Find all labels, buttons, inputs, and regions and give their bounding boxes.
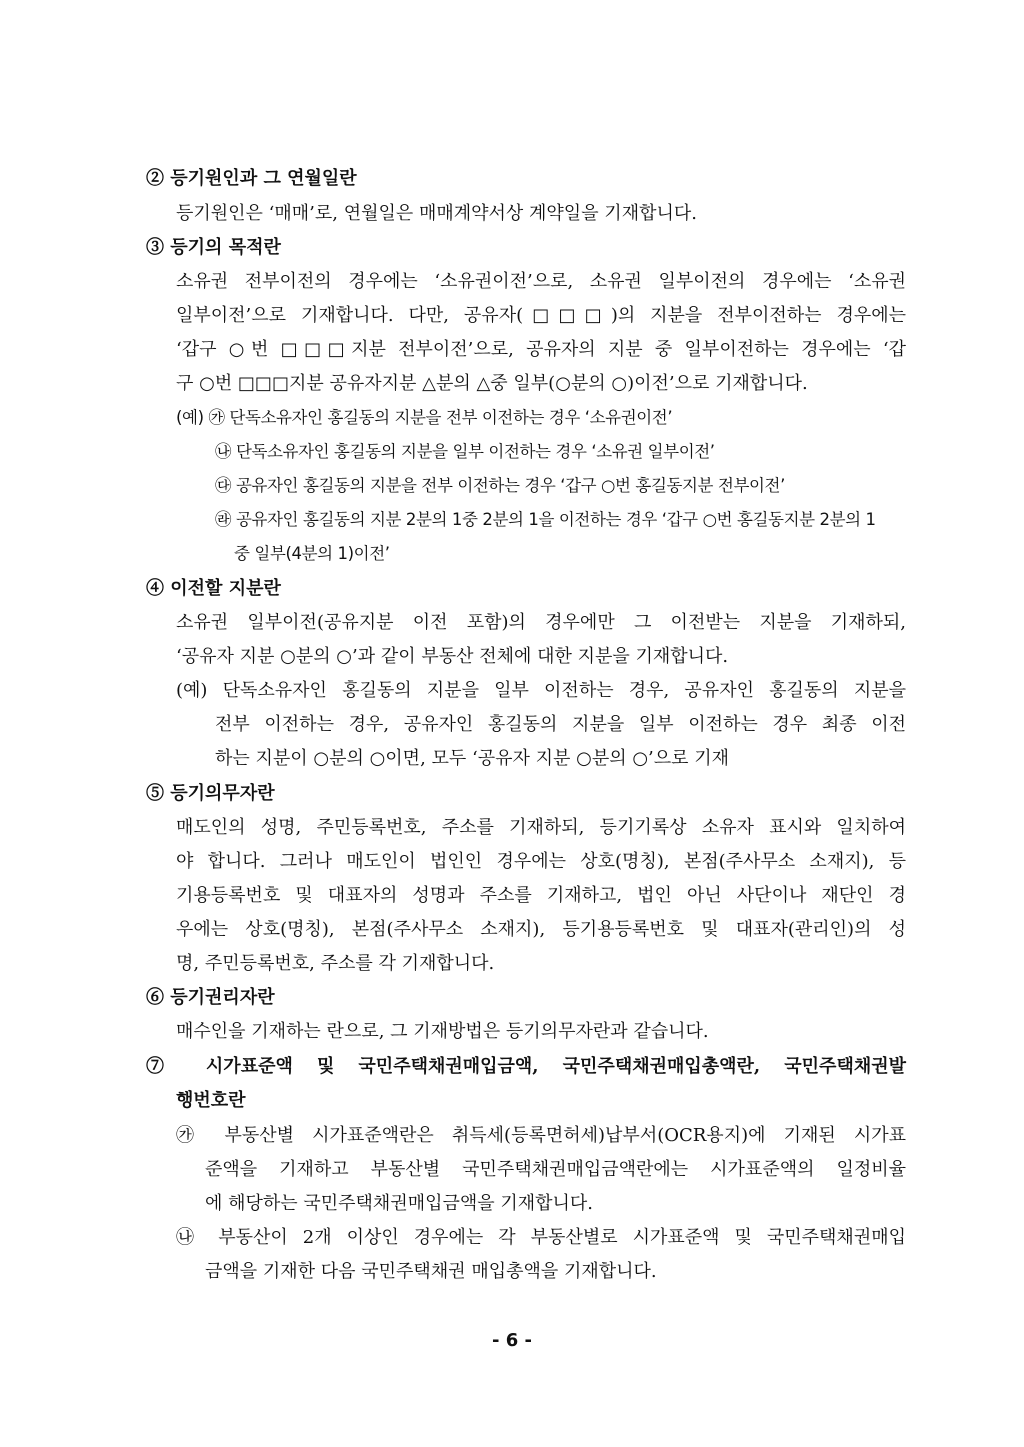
body-line: ㉯ 부동산이 2개 이상인 경우에는 각 부동산별로 시가표준액 및 국민주택채권매입 (176, 1227, 906, 1248)
section-heading-standard-price: ⑦ 시가표준액 및 국민주택채권매입금액, 국민주택채권매입총액란, 국민주택채권발 (146, 1056, 906, 1077)
example-line: ㉱ 공유자인 홍길동의 지분 2분의 1중 2분의 1을 이전하는 경우 ‘갑구 ○번 홍길동지분 2분의 1 (215, 510, 876, 529)
section-heading-registration-purpose: ③ 등기의 목적란 (146, 237, 281, 258)
body-line: 우에는 상호(명칭), 본점(주사무소 소재지), 등기용등록번호 및 대표자(관리인)의 성 (176, 919, 906, 940)
example-line: ㉯ 단독소유자인 홍길동의 지분을 일부 이전하는 경우 ‘소유권 일부이전’ (215, 442, 715, 461)
section-heading-obligor: ⑤ 등기의무자란 (146, 783, 275, 804)
page-number: - 6 - (492, 1330, 532, 1351)
body-line: 소유권 일부이전(공유지분 이전 포함)의 경우에만 그 이전받는 지분을 기재하되, (176, 612, 906, 633)
body-line: 기용등록번호 및 대표자의 성명과 주소를 기재하고, 법인 아닌 사단이나 재단인 경 (176, 885, 906, 906)
example-line: 중 일부(4분의 1)이전’ (234, 544, 390, 563)
section-heading-transfer-share: ④ 이전할 지분란 (146, 578, 281, 599)
body-line: 에 해당하는 국민주택채권매입금액을 기재합니다. (205, 1193, 594, 1214)
body-line: ‘공유자 지분 ○분의 ○’과 같이 부동산 전체에 대한 지분을 기재합니다. (176, 646, 729, 667)
body-line: 등기원인은 ‘매매’로, 연월일은 매매계약서상 계약일을 기재합니다. (176, 203, 697, 224)
body-line: 매도인의 성명, 주민등록번호, 주소를 기재하되, 등기기록상 소유자 표시와 일치하여 (176, 817, 906, 838)
body-line: 야 합니다. 그러나 매도인이 법인인 경우에는 상호(명칭), 본점(주사무소 소재지), 등 (176, 851, 906, 872)
example-line: (예) 단독소유자인 홍길동의 지분을 일부 이전하는 경우, 공유자인 홍길동의 지분을 (176, 680, 906, 701)
body-line: ㉮ 부동산별 시가표준액란은 취득세(등록면허세)납부서(OCR용지)에 기재된 시가표 (176, 1125, 906, 1146)
body-line: 명, 주민등록번호, 주소를 각 기재합니다. (176, 953, 495, 974)
example-line: 전부 이전하는 경우, 공유자인 홍길동의 지분을 일부 이전하는 경우 최종 이전 (215, 714, 906, 735)
example-line: 하는 지분이 ○분의 ○이면, 모두 ‘공유자 지분 ○분의 ○’으로 기재 (215, 748, 730, 769)
example-line: ㉰ 공유자인 홍길동의 지분을 전부 이전하는 경우 ‘갑구 ○번 홍길동지분 전부이전’ (215, 476, 785, 495)
body-line: 준액을 기재하고 부동산별 국민주택채권매입금액란에는 시가표준액의 일정비율 (205, 1159, 906, 1180)
example-line: (예) ㉮ 단독소유자인 홍길동의 지분을 전부 이전하는 경우 ‘소유권이전’ (176, 408, 673, 427)
body-line: ‘갑구 ○번 □□□지분 전부이전’으로, 공유자의 지분 중 일부이전하는 경우에는 ‘갑 (176, 339, 906, 360)
section-heading-obligee: ⑥ 등기권리자란 (146, 987, 275, 1008)
body-line: 일부이전’으로 기재합니다. 다만, 공유자(□□□)의 지분을 전부이전하는 경우에는 (176, 305, 906, 326)
section-heading-continuation: 행번호란 (176, 1090, 246, 1111)
body-line: 매수인을 기재하는 란으로, 그 기재방법은 등기의무자란과 같습니다. (176, 1021, 709, 1042)
section-heading-registration-cause: ② 등기원인과 그 연월일란 (146, 168, 357, 189)
body-line: 소유권 전부이전의 경우에는 ‘소유권이전’으로, 소유권 일부이전의 경우에는 ‘소유권 (176, 271, 906, 292)
body-line: 금액을 기재한 다음 국민주택채권 매입총액을 기재합니다. (205, 1261, 657, 1282)
body-line: 구 ○번 □□□지분 공유자지분 △분의 △중 일부(○분의 ○)이전’으로 기재합니다. (176, 373, 808, 394)
